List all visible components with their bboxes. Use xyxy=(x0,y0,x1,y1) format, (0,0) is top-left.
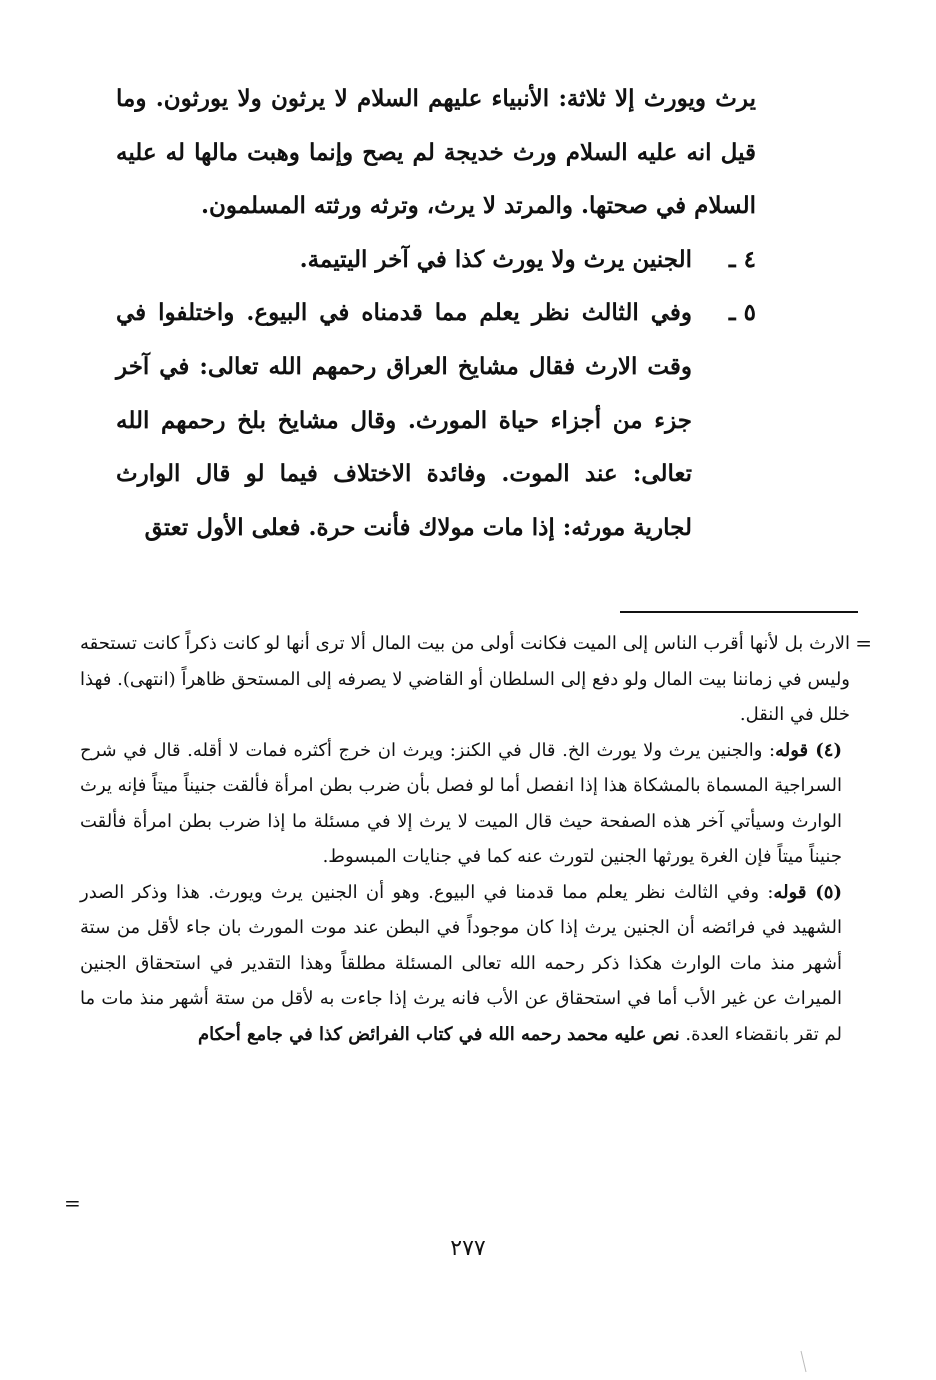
footnote-separator xyxy=(620,611,858,613)
footnote-4 xyxy=(80,733,850,875)
footnote-continued: الارث بل لأنها أقرب الناس إلى الميت فكانت أولى من بيت المال ألا ترى أنها لو كانت ذكراً كانت تستحقه وليس في زماننا بيت المال ولو دفع إلى السلطان أو القاضي لا يصرفه إلى المستحق ظاهراً (انتهى). فهذا خلل في النقل. xyxy=(80,633,850,725)
page-number: ٢٧٧ xyxy=(450,1236,486,1261)
item-text: وفي الثالث نظر يعلم مما قدمناه في البيوع. واختلفوا في وقت الارث فقال مشايخ العراق رحمهم الله تعالى: في آخر جزء من أجزاء حياة المورث. وقال مشايخ بلخ رحمهم الله تعالى: عند الموت. وفائدة الاختلاف فيما لو قال الوارث لجارية مورثه: إذا مات مولاك فأنت حرة. فعلى الأول تعتق xyxy=(116,299,692,541)
scan-mark xyxy=(800,1350,808,1374)
footnote-text: : وفي الثالث نظر يعلم مما قدمنا في البيوع. وهو أن الجنين يرث ويورث. هذا وذكر الصدر الشهيد في فرائضه أن الجنين يرث إذا كان موجوداً في البطن عند موت المورث بان جاء لأقل من ستة أشهر منذ مات الوارث هكذا ذكر رحمه الله تعالى المسئلة مطلقاً وهذا التقدير في استحقاق الجنين الميراث عن غير الأب أما في استحقاق عن الأب فانه يرث إذا جاءت به لأقل من ستة أشهر منذ مات ما لم تقر بانقضاء العدة. xyxy=(80,881,842,1045)
main-paragraph: يرث ويورث إلا ثلاثة: الأنبياء عليهم السلام لا يرثون ولا يورثون. وما قيل انه عليه السلام ورث خديجة لم يصح وإنما وهبت مالها له عليه السلام في صحتها. والمرتد لا يرث، وترثه ورثته المسلمون. xyxy=(116,85,756,220)
item-text: الجنين يرث ولا يورث كذا في آخر اليتيمة. xyxy=(299,245,692,273)
main-text-block xyxy=(116,72,756,554)
end-continuation-mark: = xyxy=(64,1191,81,1215)
numbered-item-4 xyxy=(116,233,756,287)
continuation-mark: = xyxy=(855,631,872,655)
footnote-label: (٥) قوله xyxy=(773,881,842,903)
footnote-text: : والجنين يرث ولا يورث الخ. قال في الكنز: ويرث ان خرج أكثره فمات لا أقله. قال في شرح السراجية المسماة بالمشكاة هذا إذا انفصل أما لو فصل بأن ضرب بطن امرأة فألقت جنيناً ميتاً فإنه يرث الوارث وسيأتي آخر هذه الصفحة حيث قال الميت لا يرث إلا في مسئلة ما إذا ضرب بطن امرأة فألقت جنيناً ميتاً فإن الغرة يورثها الجنين لتورث عنه كما في جنايات المبسوط. xyxy=(80,739,842,867)
footnote-5 xyxy=(80,875,850,1053)
footnotes-block xyxy=(80,626,850,1052)
footnote-bold-tail: نص عليه محمد رحمه الله في كتاب الفرائض كذا في جامع أحكام xyxy=(198,1023,680,1045)
item-number: ٥ ـ xyxy=(728,299,756,327)
footnote-label: (٤) قوله xyxy=(775,739,842,761)
item-number: ٤ ـ xyxy=(728,245,756,273)
numbered-item-5 xyxy=(116,286,756,554)
